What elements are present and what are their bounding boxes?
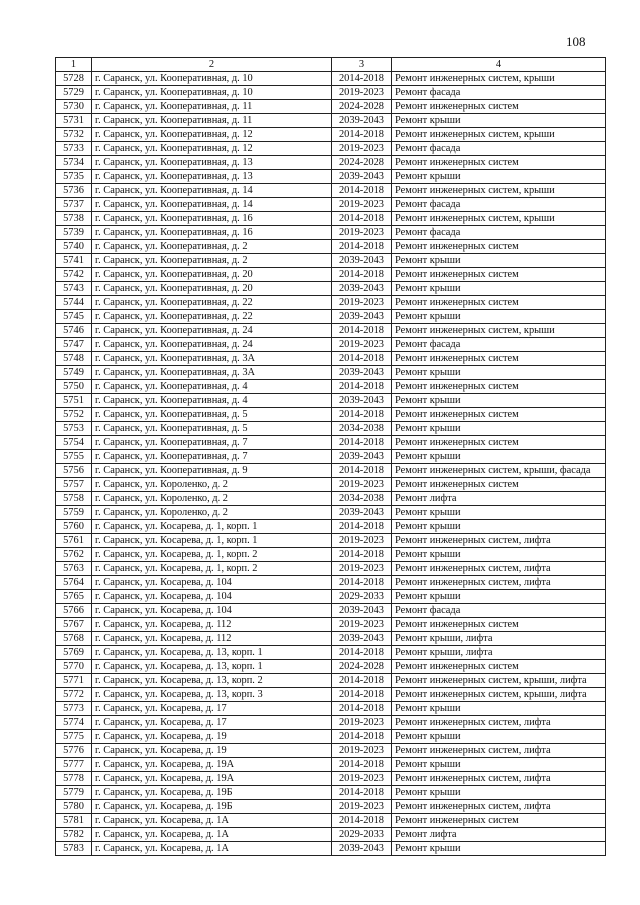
row-number-cell: 5745	[56, 310, 92, 324]
table-row	[56, 282, 606, 296]
address-cell: г. Саранск, ул. Короленко, д. 2	[92, 478, 332, 492]
address-cell: г. Саранск, ул. Косарева, д. 104	[92, 576, 332, 590]
period-cell: 2019-2023	[332, 338, 392, 352]
address-cell: г. Саранск, ул. Кооперативная, д. 13	[92, 156, 332, 170]
work-type-cell: Ремонт крыши, лифта	[392, 646, 606, 660]
period-cell: 2014-2018	[332, 408, 392, 422]
table-row	[56, 674, 606, 688]
period-cell: 2019-2023	[332, 800, 392, 814]
table-row	[56, 142, 606, 156]
work-type-cell: Ремонт фасада	[392, 226, 606, 240]
period-cell: 2019-2023	[332, 562, 392, 576]
table-row	[56, 716, 606, 730]
work-type-cell: Ремонт крыши	[392, 842, 606, 856]
address-cell: г. Саранск, ул. Косарева, д. 13, корп. 1	[92, 646, 332, 660]
period-cell: 2039-2043	[332, 604, 392, 618]
row-number-cell: 5740	[56, 240, 92, 254]
address-cell: г. Саранск, ул. Кооперативная, д. 20	[92, 268, 332, 282]
work-type-cell: Ремонт инженерных систем	[392, 240, 606, 254]
address-cell: г. Саранск, ул. Кооперативная, д. 5	[92, 422, 332, 436]
table-row	[56, 450, 606, 464]
address-cell: г. Саранск, ул. Косарева, д. 1, корп. 1	[92, 520, 332, 534]
work-type-cell: Ремонт крыши	[392, 506, 606, 520]
row-number-cell: 5770	[56, 660, 92, 674]
address-cell: г. Саранск, ул. Кооперативная, д. 20	[92, 282, 332, 296]
period-cell: 2014-2018	[332, 268, 392, 282]
address-cell: г. Саранск, ул. Кооперативная, д. 9	[92, 464, 332, 478]
table-row	[56, 688, 606, 702]
row-number-cell: 5739	[56, 226, 92, 240]
table-row	[56, 632, 606, 646]
work-type-cell: Ремонт инженерных систем, лифта	[392, 772, 606, 786]
period-cell: 2019-2023	[332, 296, 392, 310]
period-cell: 2039-2043	[332, 114, 392, 128]
address-cell: г. Саранск, ул. Кооперативная, д. 10	[92, 86, 332, 100]
table-row	[56, 506, 606, 520]
work-type-cell: Ремонт фасада	[392, 338, 606, 352]
table-row	[56, 520, 606, 534]
row-number-cell: 5757	[56, 478, 92, 492]
row-number-cell: 5732	[56, 128, 92, 142]
period-cell: 2014-2018	[332, 520, 392, 534]
row-number-cell: 5736	[56, 184, 92, 198]
row-number-cell: 5772	[56, 688, 92, 702]
period-cell: 2014-2018	[332, 576, 392, 590]
row-number-cell: 5734	[56, 156, 92, 170]
table-header-row	[56, 58, 606, 72]
work-type-cell: Ремонт фасада	[392, 198, 606, 212]
row-number-cell: 5781	[56, 814, 92, 828]
work-type-cell: Ремонт инженерных систем, лифта	[392, 716, 606, 730]
row-number-cell: 5750	[56, 380, 92, 394]
period-cell: 2039-2043	[332, 394, 392, 408]
period-cell: 2039-2043	[332, 310, 392, 324]
address-cell: г. Саранск, ул. Косарева, д. 1, корп. 2	[92, 562, 332, 576]
table-row	[56, 408, 606, 422]
period-cell: 2019-2023	[332, 534, 392, 548]
table-row	[56, 744, 606, 758]
table-row	[56, 562, 606, 576]
table-row	[56, 604, 606, 618]
work-type-cell: Ремонт крыши	[392, 394, 606, 408]
row-number-cell: 5756	[56, 464, 92, 478]
table-row	[56, 730, 606, 744]
address-cell: г. Саранск, ул. Косарева, д. 19	[92, 730, 332, 744]
period-cell: 2014-2018	[332, 758, 392, 772]
table-row	[56, 618, 606, 632]
work-type-cell: Ремонт крыши	[392, 422, 606, 436]
work-type-cell: Ремонт инженерных систем	[392, 156, 606, 170]
row-number-cell: 5752	[56, 408, 92, 422]
row-number-cell: 5774	[56, 716, 92, 730]
address-cell: г. Саранск, ул. Кооперативная, д. 11	[92, 100, 332, 114]
work-type-cell: Ремонт крыши	[392, 702, 606, 716]
address-cell: г. Саранск, ул. Кооперативная, д. 14	[92, 198, 332, 212]
work-type-cell: Ремонт крыши	[392, 310, 606, 324]
address-cell: г. Саранск, ул. Косарева, д. 19А	[92, 758, 332, 772]
table-row	[56, 646, 606, 660]
table-row	[56, 198, 606, 212]
work-type-cell: Ремонт фасада	[392, 86, 606, 100]
period-cell: 2039-2043	[332, 450, 392, 464]
row-number-cell: 5771	[56, 674, 92, 688]
work-type-cell: Ремонт лифта	[392, 492, 606, 506]
table-body	[56, 72, 606, 856]
table-row	[56, 478, 606, 492]
table-row	[56, 310, 606, 324]
table-row	[56, 422, 606, 436]
row-number-cell: 5749	[56, 366, 92, 380]
period-cell: 2034-2038	[332, 492, 392, 506]
row-number-cell: 5743	[56, 282, 92, 296]
address-cell: г. Саранск, ул. Косарева, д. 13, корп. 1	[92, 660, 332, 674]
row-number-cell: 5780	[56, 800, 92, 814]
period-cell: 2039-2043	[332, 170, 392, 184]
work-type-cell: Ремонт крыши	[392, 758, 606, 772]
work-type-cell: Ремонт инженерных систем	[392, 352, 606, 366]
period-cell: 2014-2018	[332, 646, 392, 660]
table-row	[56, 296, 606, 310]
address-cell: г. Саранск, ул. Косарева, д. 19Б	[92, 800, 332, 814]
row-number-cell: 5773	[56, 702, 92, 716]
work-type-cell: Ремонт инженерных систем, лифта	[392, 576, 606, 590]
period-cell: 2014-2018	[332, 240, 392, 254]
table-row	[56, 380, 606, 394]
address-cell: г. Саранск, ул. Кооперативная, д. 22	[92, 296, 332, 310]
row-number-cell: 5783	[56, 842, 92, 856]
period-cell: 2014-2018	[332, 380, 392, 394]
work-type-cell: Ремонт лифта	[392, 828, 606, 842]
period-cell: 2014-2018	[332, 128, 392, 142]
period-cell: 2039-2043	[332, 254, 392, 268]
period-cell: 2014-2018	[332, 72, 392, 86]
work-type-cell: Ремонт инженерных систем	[392, 660, 606, 674]
row-number-cell: 5761	[56, 534, 92, 548]
address-cell: г. Саранск, ул. Косарева, д. 17	[92, 716, 332, 730]
table-row	[56, 548, 606, 562]
work-type-cell: Ремонт инженерных систем, крыши, лифта	[392, 688, 606, 702]
row-number-cell: 5753	[56, 422, 92, 436]
row-number-cell: 5763	[56, 562, 92, 576]
period-cell: 2014-2018	[332, 730, 392, 744]
column-header-2: 2	[92, 58, 332, 72]
row-number-cell: 5735	[56, 170, 92, 184]
address-cell: г. Саранск, ул. Косарева, д. 1А	[92, 828, 332, 842]
period-cell: 2024-2028	[332, 660, 392, 674]
table-row	[56, 170, 606, 184]
row-number-cell: 5764	[56, 576, 92, 590]
table-row	[56, 758, 606, 772]
work-type-cell: Ремонт крыши	[392, 254, 606, 268]
table-row	[56, 702, 606, 716]
period-cell: 2014-2018	[332, 548, 392, 562]
address-cell: г. Саранск, ул. Кооперативная, д. 22	[92, 310, 332, 324]
period-cell: 2019-2023	[332, 142, 392, 156]
period-cell: 2019-2023	[332, 618, 392, 632]
period-cell: 2019-2023	[332, 86, 392, 100]
address-cell: г. Саранск, ул. Кооперативная, д. 5	[92, 408, 332, 422]
row-number-cell: 5742	[56, 268, 92, 282]
address-cell: г. Саранск, ул. Кооперативная, д. 4	[92, 380, 332, 394]
table-row	[56, 576, 606, 590]
table-row	[56, 842, 606, 856]
work-type-cell: Ремонт инженерных систем	[392, 436, 606, 450]
address-cell: г. Саранск, ул. Кооперативная, д. 12	[92, 142, 332, 156]
work-type-cell: Ремонт инженерных систем, крыши	[392, 212, 606, 226]
table-row	[56, 786, 606, 800]
address-cell: г. Саранск, ул. Косарева, д. 1А	[92, 814, 332, 828]
work-type-cell: Ремонт крыши, лифта	[392, 632, 606, 646]
address-cell: г. Саранск, ул. Кооперативная, д. 4	[92, 394, 332, 408]
work-type-cell: Ремонт инженерных систем	[392, 380, 606, 394]
row-number-cell: 5782	[56, 828, 92, 842]
work-type-cell: Ремонт крыши	[392, 590, 606, 604]
address-cell: г. Саранск, ул. Косарева, д. 1, корп. 2	[92, 548, 332, 562]
period-cell: 2014-2018	[332, 702, 392, 716]
work-type-cell: Ремонт инженерных систем	[392, 408, 606, 422]
table-row	[56, 352, 606, 366]
address-cell: г. Саранск, ул. Косарева, д. 19Б	[92, 786, 332, 800]
table-row	[56, 268, 606, 282]
row-number-cell: 5765	[56, 590, 92, 604]
table-row	[56, 828, 606, 842]
table-row	[56, 338, 606, 352]
address-cell: г. Саранск, ул. Косарева, д. 104	[92, 590, 332, 604]
work-type-cell: Ремонт инженерных систем, лифта	[392, 534, 606, 548]
address-cell: г. Саранск, ул. Кооперативная, д. 11	[92, 114, 332, 128]
table-row	[56, 534, 606, 548]
period-cell: 2014-2018	[332, 674, 392, 688]
column-header-4: 4	[392, 58, 606, 72]
row-number-cell: 5766	[56, 604, 92, 618]
work-type-cell: Ремонт инженерных систем, крыши	[392, 184, 606, 198]
period-cell: 2039-2043	[332, 632, 392, 646]
period-cell: 2039-2043	[332, 282, 392, 296]
repair-schedule-table	[55, 57, 606, 856]
address-cell: г. Саранск, ул. Кооперативная, д. 16	[92, 212, 332, 226]
address-cell: г. Саранск, ул. Кооперативная, д. 16	[92, 226, 332, 240]
period-cell: 2019-2023	[332, 744, 392, 758]
row-number-cell: 5758	[56, 492, 92, 506]
row-number-cell: 5728	[56, 72, 92, 86]
row-number-cell: 5737	[56, 198, 92, 212]
period-cell: 2019-2023	[332, 478, 392, 492]
address-cell: г. Саранск, ул. Короленко, д. 2	[92, 492, 332, 506]
row-number-cell: 5738	[56, 212, 92, 226]
period-cell: 2019-2023	[332, 226, 392, 240]
period-cell: 2019-2023	[332, 716, 392, 730]
period-cell: 2024-2028	[332, 100, 392, 114]
period-cell: 2039-2043	[332, 506, 392, 520]
table-row	[56, 590, 606, 604]
address-cell: г. Саранск, ул. Кооперативная, д. 3А	[92, 366, 332, 380]
table-row	[56, 184, 606, 198]
work-type-cell: Ремонт инженерных систем, крыши	[392, 128, 606, 142]
period-cell: 2014-2018	[332, 786, 392, 800]
period-cell: 2034-2038	[332, 422, 392, 436]
period-cell: 2029-2033	[332, 590, 392, 604]
work-type-cell: Ремонт крыши	[392, 114, 606, 128]
address-cell: г. Саранск, ул. Кооперативная, д. 7	[92, 450, 332, 464]
table-row	[56, 212, 606, 226]
table-row	[56, 394, 606, 408]
row-number-cell: 5768	[56, 632, 92, 646]
table-row	[56, 660, 606, 674]
table-row	[56, 240, 606, 254]
page-number: 108	[566, 34, 586, 49]
address-cell: г. Саранск, ул. Кооперативная, д. 13	[92, 170, 332, 184]
address-cell: г. Саранск, ул. Кооперативная, д. 24	[92, 338, 332, 352]
address-cell: г. Саранск, ул. Кооперативная, д. 10	[92, 72, 332, 86]
address-cell: г. Саранск, ул. Косарева, д. 17	[92, 702, 332, 716]
address-cell: г. Саранск, ул. Косарева, д. 112	[92, 632, 332, 646]
period-cell: 2019-2023	[332, 198, 392, 212]
table-row	[56, 128, 606, 142]
address-cell: г. Саранск, ул. Кооперативная, д. 3А	[92, 352, 332, 366]
period-cell: 2024-2028	[332, 156, 392, 170]
row-number-cell: 5759	[56, 506, 92, 520]
table-row	[56, 114, 606, 128]
address-cell: г. Саранск, ул. Кооперативная, д. 7	[92, 436, 332, 450]
table-row	[56, 100, 606, 114]
table-row	[56, 800, 606, 814]
address-cell: г. Саранск, ул. Косарева, д. 13, корп. 3	[92, 688, 332, 702]
row-number-cell: 5729	[56, 86, 92, 100]
row-number-cell: 5755	[56, 450, 92, 464]
period-cell: 2019-2023	[332, 772, 392, 786]
period-cell: 2014-2018	[332, 352, 392, 366]
period-cell: 2014-2018	[332, 184, 392, 198]
row-number-cell: 5730	[56, 100, 92, 114]
address-cell: г. Саранск, ул. Косарева, д. 19А	[92, 772, 332, 786]
row-number-cell: 5767	[56, 618, 92, 632]
row-number-cell: 5747	[56, 338, 92, 352]
row-number-cell: 5769	[56, 646, 92, 660]
table-row	[56, 86, 606, 100]
table-row	[56, 814, 606, 828]
row-number-cell: 5777	[56, 758, 92, 772]
row-number-cell: 5779	[56, 786, 92, 800]
table-row	[56, 436, 606, 450]
period-cell: 2014-2018	[332, 324, 392, 338]
work-type-cell: Ремонт инженерных систем	[392, 100, 606, 114]
work-type-cell: Ремонт фасада	[392, 142, 606, 156]
row-number-cell: 5741	[56, 254, 92, 268]
address-cell: г. Саранск, ул. Косарева, д. 13, корп. 2	[92, 674, 332, 688]
row-number-cell: 5746	[56, 324, 92, 338]
address-cell: г. Саранск, ул. Косарева, д. 19	[92, 744, 332, 758]
work-type-cell: Ремонт инженерных систем, лифта	[392, 562, 606, 576]
period-cell: 2039-2043	[332, 366, 392, 380]
table-row	[56, 772, 606, 786]
work-type-cell: Ремонт крыши	[392, 520, 606, 534]
work-type-cell: Ремонт крыши	[392, 450, 606, 464]
table-row	[56, 226, 606, 240]
table-row	[56, 156, 606, 170]
table-row	[56, 72, 606, 86]
work-type-cell: Ремонт инженерных систем, лифта	[392, 800, 606, 814]
period-cell: 2014-2018	[332, 688, 392, 702]
work-type-cell: Ремонт инженерных систем	[392, 478, 606, 492]
column-header-3: 3	[332, 58, 392, 72]
row-number-cell: 5775	[56, 730, 92, 744]
row-number-cell: 5776	[56, 744, 92, 758]
address-cell: г. Саранск, ул. Кооперативная, д. 24	[92, 324, 332, 338]
address-cell: г. Саранск, ул. Косарева, д. 1А	[92, 842, 332, 856]
row-number-cell: 5733	[56, 142, 92, 156]
period-cell: 2014-2018	[332, 464, 392, 478]
work-type-cell: Ремонт инженерных систем	[392, 618, 606, 632]
address-cell: г. Саранск, ул. Кооперативная, д. 2	[92, 240, 332, 254]
table-row	[56, 254, 606, 268]
work-type-cell: Ремонт крыши	[392, 548, 606, 562]
work-type-cell: Ремонт инженерных систем, крыши	[392, 324, 606, 338]
row-number-cell: 5762	[56, 548, 92, 562]
work-type-cell: Ремонт инженерных систем, крыши, лифта	[392, 674, 606, 688]
work-type-cell: Ремонт крыши	[392, 170, 606, 184]
period-cell: 2029-2033	[332, 828, 392, 842]
period-cell: 2039-2043	[332, 842, 392, 856]
work-type-cell: Ремонт инженерных систем, лифта	[392, 744, 606, 758]
address-cell: г. Саранск, ул. Косарева, д. 112	[92, 618, 332, 632]
row-number-cell: 5744	[56, 296, 92, 310]
period-cell: 2014-2018	[332, 436, 392, 450]
work-type-cell: Ремонт инженерных систем, крыши, фасада	[392, 464, 606, 478]
table-row	[56, 464, 606, 478]
row-number-cell: 5754	[56, 436, 92, 450]
work-type-cell: Ремонт крыши	[392, 282, 606, 296]
table-row	[56, 366, 606, 380]
work-type-cell: Ремонт крыши	[392, 730, 606, 744]
row-number-cell: 5778	[56, 772, 92, 786]
work-type-cell: Ремонт инженерных систем	[392, 296, 606, 310]
work-type-cell: Ремонт инженерных систем, крыши	[392, 72, 606, 86]
row-number-cell: 5751	[56, 394, 92, 408]
period-cell: 2014-2018	[332, 212, 392, 226]
work-type-cell: Ремонт крыши	[392, 786, 606, 800]
row-number-cell: 5760	[56, 520, 92, 534]
address-cell: г. Саранск, ул. Косарева, д. 1, корп. 1	[92, 534, 332, 548]
column-header-1: 1	[56, 58, 92, 72]
address-cell: г. Саранск, ул. Кооперативная, д. 2	[92, 254, 332, 268]
table-row	[56, 492, 606, 506]
work-type-cell: Ремонт инженерных систем	[392, 814, 606, 828]
row-number-cell: 5748	[56, 352, 92, 366]
address-cell: г. Саранск, ул. Кооперативная, д. 14	[92, 184, 332, 198]
work-type-cell: Ремонт инженерных систем	[392, 268, 606, 282]
row-number-cell: 5731	[56, 114, 92, 128]
work-type-cell: Ремонт крыши	[392, 366, 606, 380]
work-type-cell: Ремонт фасада	[392, 604, 606, 618]
address-cell: г. Саранск, ул. Кооперативная, д. 12	[92, 128, 332, 142]
address-cell: г. Саранск, ул. Короленко, д. 2	[92, 506, 332, 520]
period-cell: 2014-2018	[332, 814, 392, 828]
address-cell: г. Саранск, ул. Косарева, д. 104	[92, 604, 332, 618]
table-row	[56, 324, 606, 338]
